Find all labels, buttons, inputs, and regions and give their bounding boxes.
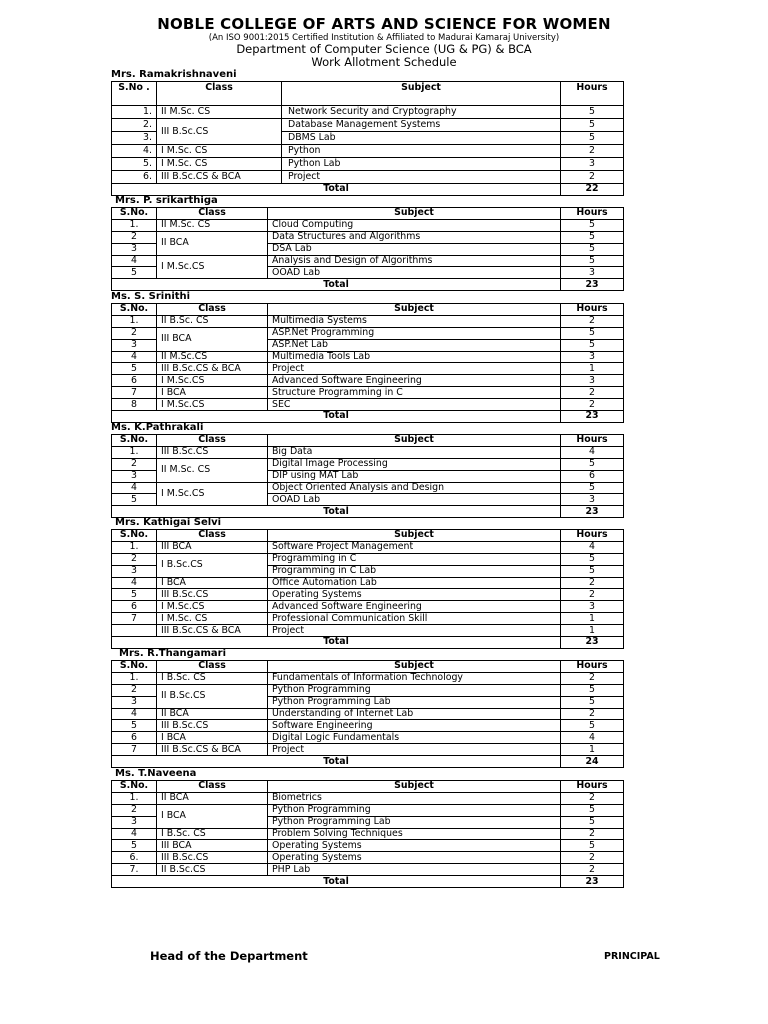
hours-cell: 4: [561, 732, 624, 744]
hours-cell: 2: [561, 828, 624, 840]
hours-cell: 3: [561, 601, 624, 613]
table-row: [112, 219, 624, 231]
table-row: [112, 840, 624, 852]
hours-cell: 2: [561, 864, 624, 876]
serial-number-cell: 2: [112, 804, 157, 816]
iso-certification-note: (An ISO 9001:2015 Certified Institution & Affiliated to Madurai Kamaraj University): [208, 33, 560, 43]
hours-column-header: Hours: [561, 435, 624, 447]
serial-number-cell: 4: [112, 255, 157, 267]
serial-number-cell: 2.: [112, 119, 157, 132]
department-title: Department of Computer Science (UG & PG) & BCA: [236, 42, 532, 56]
total-row: [112, 876, 624, 888]
hours-cell: 6: [561, 470, 624, 482]
total-label: Total: [112, 279, 561, 291]
subject-cell: OOAD Lab: [268, 267, 561, 279]
staff-name: Ms. S. Srinithi: [111, 291, 191, 302]
serial-number-cell: [112, 625, 157, 637]
hours-cell: 1: [561, 625, 624, 637]
hours-cell: 2: [561, 145, 624, 158]
serial-number-cell: 2: [112, 458, 157, 470]
subject-cell: Advanced Software Engineering: [268, 601, 561, 613]
allocation-table: [111, 660, 624, 768]
hours-cell: 2: [561, 708, 624, 720]
serial-number-cell: 1.: [112, 219, 157, 231]
hours-cell: 1: [561, 613, 624, 625]
allocation-table: [111, 529, 624, 649]
table-header-row: [112, 781, 624, 793]
subject-cell: Operating Systems: [268, 589, 561, 601]
table-header-row: [112, 208, 624, 220]
serial-number-cell: 2: [112, 684, 157, 696]
serial-number-cell: 3.: [112, 132, 157, 145]
serial-number-cell: 4: [112, 351, 157, 363]
hours-cell: 2: [561, 399, 624, 411]
total-label: Total: [112, 756, 561, 768]
hours-cell: 4: [561, 541, 624, 553]
hours-cell: 5: [561, 565, 624, 577]
subject-cell: Database Management Systems: [282, 119, 561, 132]
table-row: [112, 158, 624, 171]
total-label: Total: [112, 411, 561, 423]
class-cell: I BCA: [157, 577, 268, 589]
subject-cell: Professional Communication Skill: [268, 613, 561, 625]
total-label: Total: [112, 876, 561, 888]
table-row: [112, 482, 624, 494]
total-row: [112, 637, 624, 649]
class-cell: III B.Sc.CS: [157, 589, 268, 601]
subject-cell: Big Data: [268, 446, 561, 458]
class-cell: I B.Sc. CS: [157, 828, 268, 840]
total-row: [112, 279, 624, 291]
table-header-row: [112, 82, 624, 106]
subject-cell: ASP.Net Programming: [268, 327, 561, 339]
table-row: [112, 708, 624, 720]
subject-cell: SEC: [268, 399, 561, 411]
serial-number-cell: 4: [112, 708, 157, 720]
serial-number-cell: 5: [112, 363, 157, 375]
class-cell: II BCA: [157, 792, 268, 804]
subject-cell: DSA Lab: [268, 243, 561, 255]
allocation-table: [111, 207, 624, 291]
subject-cell: Structure Programming in C: [268, 387, 561, 399]
serial-number-cell: 7: [112, 744, 157, 756]
total-label: Total: [112, 637, 561, 649]
subject-column-header: Subject: [268, 781, 561, 793]
total-hours-cell: 24: [561, 756, 624, 768]
table-row: [112, 363, 624, 375]
class-column-header: Class: [157, 781, 268, 793]
total-row: [112, 184, 624, 196]
serial-number-cell: 2: [112, 553, 157, 565]
table-row: [112, 852, 624, 864]
serial-number-cell: 1.: [112, 315, 157, 327]
table-row: [112, 589, 624, 601]
serial-number-cell: 6: [112, 375, 157, 387]
serial-number-cell: 1.: [112, 446, 157, 458]
serial-number-cell: 6: [112, 732, 157, 744]
staff-name: Mrs. R.Thangamari: [119, 648, 227, 659]
class-cell: III B.Sc.CS & BCA: [157, 171, 282, 184]
table-row: [112, 231, 624, 243]
hours-column-header: Hours: [561, 82, 624, 106]
total-row: [112, 506, 624, 518]
sno-column-header: S.No.: [112, 304, 157, 316]
subject-cell: Project: [268, 744, 561, 756]
hours-cell: 5: [561, 720, 624, 732]
hours-cell: 1: [561, 363, 624, 375]
hours-cell: 1: [561, 744, 624, 756]
subject-cell: Office Automation Lab: [268, 577, 561, 589]
subject-cell: Python Programming Lab: [268, 816, 561, 828]
subject-cell: Python Programming: [268, 684, 561, 696]
subject-cell: PHP Lab: [268, 864, 561, 876]
subject-cell: Project: [268, 625, 561, 637]
class-cell: III B.Sc.CS & BCA: [157, 625, 268, 637]
subject-cell: Problem Solving Techniques: [268, 828, 561, 840]
table-row: [112, 828, 624, 840]
college-name: NOBLE COLLEGE OF ARTS AND SCIENCE FOR WOMEN: [157, 15, 611, 33]
table-header-row: [112, 661, 624, 673]
table-row: [112, 553, 624, 565]
table-row: [112, 458, 624, 470]
staff-name: Ms. T.Naveena: [115, 768, 197, 779]
total-hours-cell: 23: [561, 637, 624, 649]
subject-cell: Multimedia Tools Lab: [268, 351, 561, 363]
subject-column-header: Subject: [268, 304, 561, 316]
hours-cell: 2: [561, 792, 624, 804]
class-column-header: Class: [157, 82, 282, 106]
class-cell: III BCA: [157, 327, 268, 351]
class-cell: I BCA: [157, 804, 268, 828]
hours-column-header: Hours: [561, 208, 624, 220]
class-cell: I BCA: [157, 732, 268, 744]
serial-number-cell: 4.: [112, 145, 157, 158]
hours-cell: 5: [561, 840, 624, 852]
table-row: [112, 171, 624, 184]
serial-number-cell: 4: [112, 577, 157, 589]
hours-cell: 2: [561, 315, 624, 327]
hours-column-header: Hours: [561, 304, 624, 316]
table-row: [112, 625, 624, 637]
serial-number-cell: 5: [112, 494, 157, 506]
serial-number-cell: 3: [112, 243, 157, 255]
hours-cell: 5: [561, 482, 624, 494]
hours-cell: 5: [561, 132, 624, 145]
table-header-row: [112, 435, 624, 447]
table-row: [112, 145, 624, 158]
class-cell: II M.Sc. CS: [157, 458, 268, 482]
subject-cell: Python Lab: [282, 158, 561, 171]
class-cell: II M.Sc. CS: [157, 219, 268, 231]
class-cell: II B.Sc.CS: [157, 684, 268, 708]
serial-number-cell: 5: [112, 840, 157, 852]
hours-column-header: Hours: [561, 661, 624, 673]
sno-column-header: S.No.: [112, 435, 157, 447]
hours-cell: 5: [561, 231, 624, 243]
class-cell: III B.Sc.CS: [157, 446, 268, 458]
table-row: [112, 792, 624, 804]
serial-number-cell: 3: [112, 470, 157, 482]
table-row: [112, 387, 624, 399]
class-column-header: Class: [157, 530, 268, 542]
class-column-header: Class: [157, 661, 268, 673]
hours-cell: 5: [561, 816, 624, 828]
hours-column-header: Hours: [561, 530, 624, 542]
subject-cell: Fundamentals of Information Technology: [268, 672, 561, 684]
subject-cell: Multimedia Systems: [268, 315, 561, 327]
allocation-table: [111, 434, 624, 518]
subject-cell: Operating Systems: [268, 852, 561, 864]
subject-cell: ASP.Net Lab: [268, 339, 561, 351]
serial-number-cell: 4: [112, 482, 157, 494]
total-hours-cell: 23: [561, 506, 624, 518]
table-row: [112, 106, 624, 119]
subject-cell: Operating Systems: [268, 840, 561, 852]
serial-number-cell: 5: [112, 589, 157, 601]
hours-cell: 5: [561, 696, 624, 708]
serial-number-cell: 7: [112, 613, 157, 625]
class-column-header: Class: [157, 435, 268, 447]
class-cell: II BCA: [157, 708, 268, 720]
class-cell: I M.Sc. CS: [157, 145, 282, 158]
table-row: [112, 255, 624, 267]
class-cell: I BCA: [157, 387, 268, 399]
serial-number-cell: 5: [112, 267, 157, 279]
staff-name: Ms. K.Pathrakali: [111, 422, 204, 433]
class-cell: II BCA: [157, 231, 268, 255]
allocation-table: [111, 780, 624, 888]
class-cell: III B.Sc.CS & BCA: [157, 363, 268, 375]
sno-column-header: S.No.: [112, 661, 157, 673]
hours-cell: 3: [561, 375, 624, 387]
hours-cell: 3: [561, 494, 624, 506]
class-cell: III B.Sc.CS: [157, 720, 268, 732]
table-row: [112, 446, 624, 458]
total-hours-cell: 23: [561, 279, 624, 291]
table-row: [112, 601, 624, 613]
hours-column-header: Hours: [561, 781, 624, 793]
subject-cell: Network Security and Cryptography: [282, 106, 561, 119]
serial-number-cell: 3: [112, 696, 157, 708]
hours-cell: 2: [561, 171, 624, 184]
table-row: [112, 399, 624, 411]
serial-number-cell: 1.: [112, 672, 157, 684]
class-cell: I M.Sc. CS: [157, 158, 282, 171]
table-row: [112, 684, 624, 696]
staff-name: Mrs. Ramakrishnaveni: [111, 69, 237, 80]
subject-cell: Programming in C Lab: [268, 565, 561, 577]
sno-column-header: S.No.: [112, 530, 157, 542]
subject-cell: Project: [282, 171, 561, 184]
class-cell: I M.Sc.CS: [157, 399, 268, 411]
table-header-row: [112, 530, 624, 542]
table-row: [112, 541, 624, 553]
class-cell: III BCA: [157, 541, 268, 553]
principal-signature-label: PRINCIPAL: [604, 951, 660, 962]
serial-number-cell: 6.: [112, 852, 157, 864]
hours-cell: 3: [561, 351, 624, 363]
hours-cell: 2: [561, 577, 624, 589]
total-hours-cell: 22: [561, 184, 624, 196]
sno-column-header: S.No.: [112, 208, 157, 220]
table-row: [112, 720, 624, 732]
total-label: Total: [112, 184, 561, 196]
table-row: [112, 577, 624, 589]
table-row: [112, 864, 624, 876]
class-cell: III B.Sc.CS: [157, 119, 282, 145]
class-cell: II B.Sc.CS: [157, 864, 268, 876]
subject-cell: Digital Logic Fundamentals: [268, 732, 561, 744]
table-row: [112, 804, 624, 816]
serial-number-cell: 1.: [112, 792, 157, 804]
subject-cell: Cloud Computing: [268, 219, 561, 231]
subject-cell: Analysis and Design of Algorithms: [268, 255, 561, 267]
serial-number-cell: 7.: [112, 864, 157, 876]
sno-column-header: S.No.: [112, 781, 157, 793]
subject-column-header: Subject: [282, 82, 561, 106]
subject-column-header: Subject: [268, 661, 561, 673]
subject-cell: DBMS Lab: [282, 132, 561, 145]
subject-cell: Object Oriented Analysis and Design: [268, 482, 561, 494]
hours-cell: 5: [561, 327, 624, 339]
staff-name: Mrs. Kathigai Selvi: [115, 517, 222, 528]
subject-column-header: Subject: [268, 530, 561, 542]
hours-cell: 5: [561, 553, 624, 565]
hours-cell: 5: [561, 339, 624, 351]
schedule-title: Work Allotment Schedule: [311, 55, 457, 69]
serial-number-cell: 5.: [112, 158, 157, 171]
table-row: [112, 327, 624, 339]
serial-number-cell: 5: [112, 720, 157, 732]
table-row: [112, 375, 624, 387]
class-cell: II M.Sc.CS: [157, 351, 268, 363]
class-column-header: Class: [157, 208, 268, 220]
serial-number-cell: 8: [112, 399, 157, 411]
total-label: Total: [112, 506, 561, 518]
table-row: [112, 315, 624, 327]
subject-cell: Python Programming Lab: [268, 696, 561, 708]
serial-number-cell: 3: [112, 339, 157, 351]
hours-cell: 5: [561, 684, 624, 696]
subject-cell: Biometrics: [268, 792, 561, 804]
hours-cell: 4: [561, 446, 624, 458]
hours-cell: 5: [561, 255, 624, 267]
hours-cell: 2: [561, 589, 624, 601]
serial-number-cell: 6: [112, 601, 157, 613]
class-cell: III BCA: [157, 840, 268, 852]
serial-number-cell: 3: [112, 565, 157, 577]
class-cell: I M.Sc.CS: [157, 255, 268, 279]
hod-signature-label: Head of the Department: [150, 949, 308, 963]
total-row: [112, 411, 624, 423]
serial-number-cell: 4: [112, 828, 157, 840]
hours-cell: 5: [561, 219, 624, 231]
table-row: [112, 732, 624, 744]
total-row: [112, 756, 624, 768]
subject-cell: Understanding of Internet Lab: [268, 708, 561, 720]
subject-column-header: Subject: [268, 435, 561, 447]
subject-cell: Digital Image Processing: [268, 458, 561, 470]
subject-cell: Software Project Management: [268, 541, 561, 553]
class-cell: I M.Sc.CS: [157, 375, 268, 387]
hours-cell: 5: [561, 119, 624, 132]
class-cell: III B.Sc.CS & BCA: [157, 744, 268, 756]
hours-cell: 2: [561, 672, 624, 684]
subject-cell: Advanced Software Engineering: [268, 375, 561, 387]
table-row: [112, 613, 624, 625]
table-row: [112, 744, 624, 756]
class-cell: I M.Sc. CS: [157, 613, 268, 625]
subject-cell: DIP using MAT Lab: [268, 470, 561, 482]
subject-cell: Programming in C: [268, 553, 561, 565]
serial-number-cell: 2: [112, 327, 157, 339]
class-cell: I B.Sc. CS: [157, 672, 268, 684]
hours-cell: 2: [561, 387, 624, 399]
hours-cell: 3: [561, 267, 624, 279]
class-cell: II B.Sc. CS: [157, 315, 268, 327]
serial-number-cell: 6.: [112, 171, 157, 184]
table-row: [112, 351, 624, 363]
subject-cell: Data Structures and Algorithms: [268, 231, 561, 243]
subject-cell: Python Programming: [268, 804, 561, 816]
table-row: [112, 672, 624, 684]
class-cell: III B.Sc.CS: [157, 852, 268, 864]
total-hours-cell: 23: [561, 411, 624, 423]
class-cell: II M.Sc. CS: [157, 106, 282, 119]
subject-cell: OOAD Lab: [268, 494, 561, 506]
hours-cell: 2: [561, 852, 624, 864]
allocation-table: [111, 81, 624, 196]
allocation-table: [111, 303, 624, 423]
serial-number-cell: 7: [112, 387, 157, 399]
staff-name: Mrs. P. srikarthiga: [115, 195, 218, 206]
serial-number-cell: 1.: [112, 541, 157, 553]
hours-cell: 3: [561, 158, 624, 171]
hours-cell: 5: [561, 243, 624, 255]
subject-cell: Project: [268, 363, 561, 375]
total-hours-cell: 23: [561, 876, 624, 888]
serial-number-cell: 3: [112, 816, 157, 828]
hours-cell: 5: [561, 804, 624, 816]
class-column-header: Class: [157, 304, 268, 316]
sno-column-header: S.No .: [112, 82, 157, 106]
subject-cell: Software Engineering: [268, 720, 561, 732]
class-cell: I M.Sc.CS: [157, 482, 268, 506]
subject-column-header: Subject: [268, 208, 561, 220]
subject-cell: Python: [282, 145, 561, 158]
serial-number-cell: 2: [112, 231, 157, 243]
serial-number-cell: 1.: [112, 106, 157, 119]
hours-cell: 5: [561, 458, 624, 470]
class-cell: I B.Sc.CS: [157, 553, 268, 577]
table-row: [112, 119, 624, 132]
hours-cell: 5: [561, 106, 624, 119]
table-header-row: [112, 304, 624, 316]
class-cell: I M.Sc.CS: [157, 601, 268, 613]
